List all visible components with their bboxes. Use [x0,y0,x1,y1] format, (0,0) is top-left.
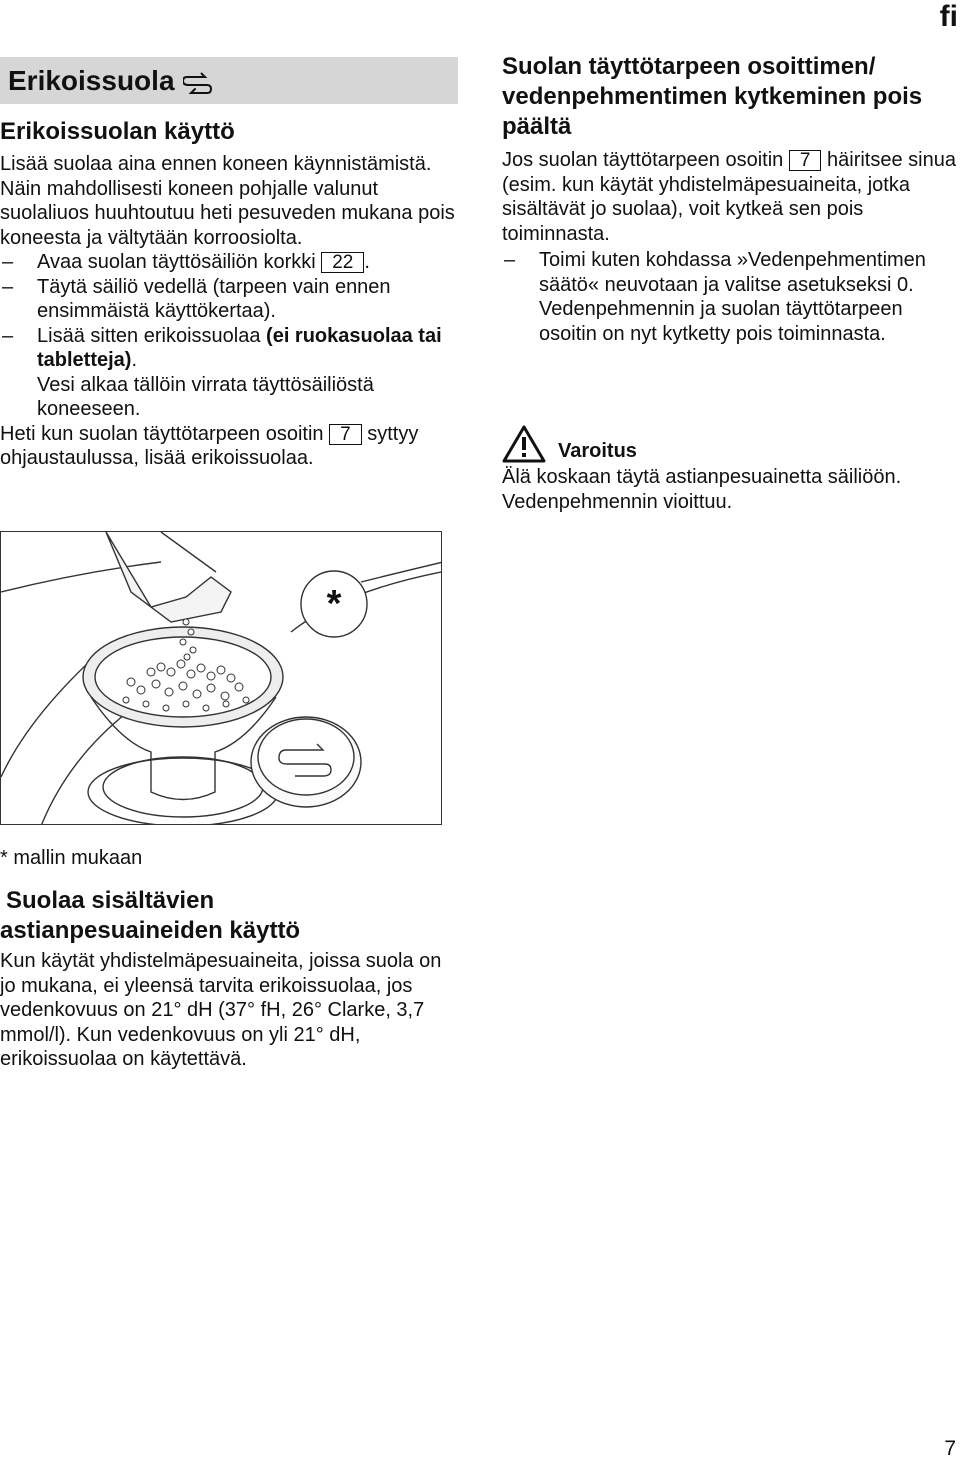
reference-box: 7 [789,150,822,171]
figure-asterisk: * [326,583,342,625]
funnel-drawing [1,532,442,825]
list-note: Vesi alkaa tällöin virrata täyttösäiliöstä koneeseen. [37,373,374,420]
body-paragraph: Kun käytät yhdistelmäpesuaineita, joissa suola on jo mukana, ei yleensä tarvita erikoissuolaa, jos vedenkovuus on 21° dH (37° fH, 26° Clarke, 3,7 mmol/l). Kun vedenkovuus on yli 21° dH, erikoissuolaa on käytettävä. [0,950,442,1070]
section-heading: Suolaa sisältävien [6,887,215,914]
salt-filling-illustration [0,531,442,825]
list-note: Vedenpehmennin ja suolan täyttötarpeen osoitin on nyt kytketty pois toiminnasta. [539,298,903,345]
section-heading-line2: astianpesuaineiden käyttö [0,917,301,944]
section-banner [0,57,458,104]
footnote: * mallin mukaan [0,847,143,869]
salt-symbol-icon [183,71,213,95]
list-item: – Toimi kuten kohdassa »Vedenpehmentimen säätö« neuvotaan ja valitse asetukseksi 0. [504,249,926,296]
section-heading: Suolan täyttötarpeen osoittimen/ vedenpehmentimen kytkeminen pois päältä [502,53,923,140]
warning-icon [502,425,546,463]
intro-paragraph: Jos suolan täyttötarpeen osoitin 7 häiritsee sinua (esim. kun käytät yhdistelmäpesuaineita, jotka sisältävät jo suolaa), voit kytkeä sen pois toiminnasta. [502,149,956,245]
page-number: 7 [944,1437,956,1460]
intro-paragraph: Lisää suolaa aina ennen koneen käynnistämistä. Näin mahdollisesti koneen pohjalle valunut suolaliuos huuhtoutuu heti pesuveden mukana pois koneesta ja vältytään korroosiolta. [0,153,455,249]
reference-box: 22 [321,252,364,273]
language-tag: fi [939,0,958,33]
section-combined-detergents [0,886,458,1072]
list-item: – Täytä säiliö vedellä (tarpeen vain ennen ensimmäistä käyttökertaa). [2,275,391,322]
warning-box [502,425,960,514]
banner-title: Erikoissuola [8,65,175,96]
section-salt-usage [0,117,458,471]
list-item: – Lisää sitten erikoissuolaa (ei ruokasuolaa tai tabletteja). [2,324,442,371]
warning-title: Varoitus [558,439,637,462]
section-disable-indicator [502,52,960,346]
after-paragraph: Heti kun suolan täyttötarpeen osoitin 7 syttyy ohjaustaulussa, lisää erikoissuolaa. [0,422,419,469]
list-item: – Avaa suolan täyttösäiliön korkki 22 . [2,251,370,273]
section-heading: Erikoissuolan käyttö [0,118,235,145]
warning-text: Älä koskaan täytä astianpesuainetta säiliöön. Vedenpehmennin vioittuu. [502,466,902,513]
reference-box: 7 [329,424,362,445]
